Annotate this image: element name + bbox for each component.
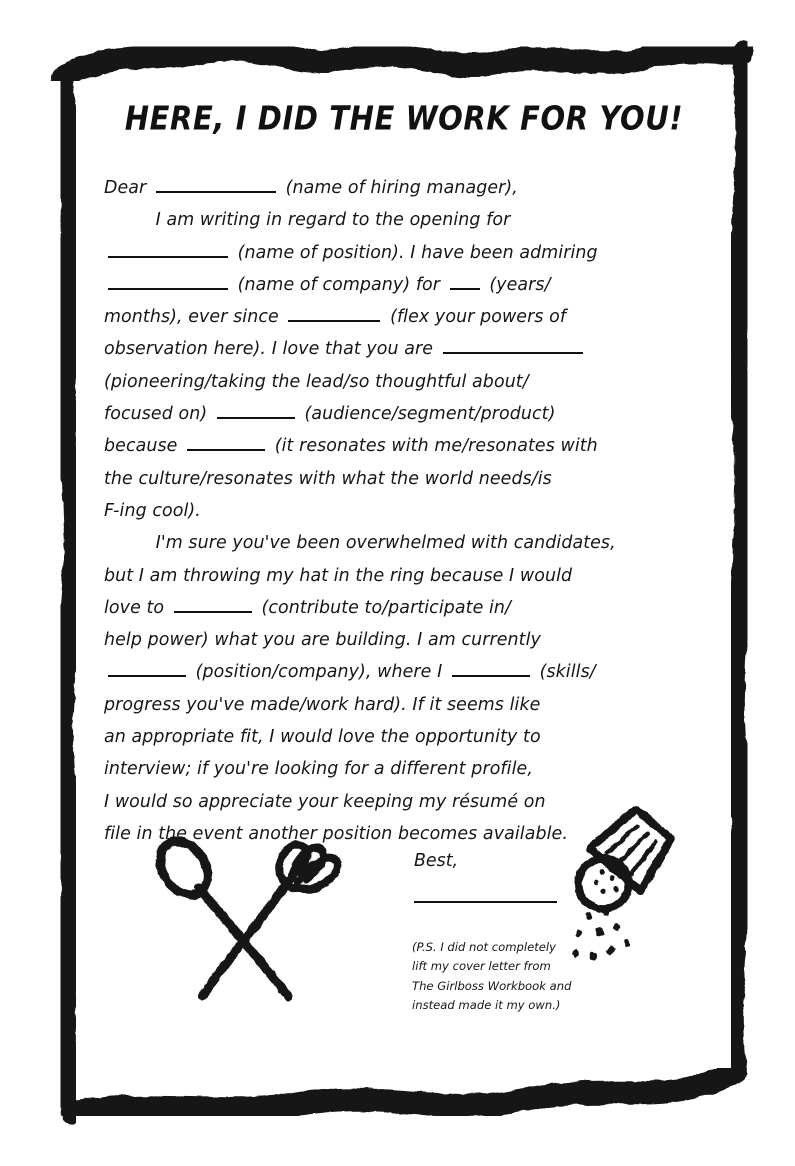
letter-line-17 [104,689,694,721]
salutation-hint: (name of hiring manager), [285,178,518,198]
current-position-blank[interactable] [108,659,186,677]
love-that-blank[interactable] [443,336,583,354]
line14-text-b: (contribute to/participate in/ [261,597,512,618]
closing-text: Best, [414,851,459,871]
letter-line-1 [104,172,694,204]
letter-line-7 [104,366,694,398]
letter-line-4 [104,269,694,301]
line12-text: I'm sure you've been overwhelmed with candidates, [155,533,616,554]
letter-line-10 [104,463,694,495]
line16-text-a: (position/company), where I [195,662,443,683]
postscript-note [412,938,642,1016]
line17-text: progress you've made/work hard). If it seems like [104,694,541,715]
line11-text: F-ing cool). [104,500,201,521]
line4-text-b: (years/ [489,274,551,295]
hiring-manager-blank[interactable] [156,175,276,193]
line20-text: I would so appreciate your keeping my résumé on [104,791,546,812]
ps-line-3 [412,977,642,996]
line9-text-b: (it resonates with me/resonates with [274,436,598,457]
letter-line-15 [104,624,694,656]
line15-text: help power) what you are building. I am currently [104,630,541,651]
line8-text-a: focused on) [104,404,208,425]
letter-line-18 [104,721,694,753]
line2-text: I am writing in regard to the opening for [155,210,511,231]
company-name-blank[interactable] [108,272,228,290]
line21-text: file in the event another position becomes available. [104,823,568,844]
line14-text-a: love to [104,597,165,618]
ps-line-1: (P.S. I did not completely [412,940,556,954]
salutation-text: Dear [104,178,147,198]
line7-text: (pioneering/taking the lead/so thoughtful about/ [104,371,529,392]
line18-text: an appropriate fit, I would love the opportunity to [104,727,541,748]
line10-text: the culture/resonates with what the world needs/is [104,468,552,489]
line13-text: but I am throwing my hat in the ring because I would [104,565,573,586]
line5-text-b: (flex your powers of [390,307,567,328]
crossed-spoon-fork-icon [146,826,356,1016]
line9-text-a: because [104,436,178,457]
letter-line-13 [104,560,694,592]
ps-line-3-tail: and [545,978,572,993]
line19-text: interview; if you're looking for a different profile, [104,759,533,780]
letter-line-2 [104,204,694,236]
book-title: The Girlboss Workbook [412,978,546,993]
line4-text-a: (name of company) for [237,274,441,295]
skills-blank[interactable] [452,659,530,677]
letter-line-12 [104,527,694,559]
page-title: HERE, I DID THE WORK FOR YOU! [124,99,684,138]
signature-blank[interactable] [414,901,557,903]
ever-since-blank[interactable] [288,304,380,322]
letter-line-14 [104,592,694,624]
letter-content [104,86,704,1046]
line5-text-a: months), ever since [104,307,279,328]
letter-line-8 [104,398,694,430]
audience-blank[interactable] [217,401,295,419]
letter-body [104,172,694,850]
love-to-blank[interactable] [174,595,252,613]
line8-text-b: (audience/segment/product) [304,404,556,425]
letter-line-19 [104,753,694,785]
letter-line-11 [104,495,694,527]
letter-line-5 [104,301,694,333]
letter-line-16 [104,656,694,688]
letter-line-3 [104,237,694,269]
because-blank[interactable] [187,433,265,451]
ps-line-2: lift my cover letter from [412,959,551,974]
position-name-blank[interactable] [108,240,228,258]
duration-blank[interactable] [450,272,480,290]
letter-line-9 [104,430,694,462]
line3-text: (name of position). I have been admiring [237,242,598,263]
letter-line-6 [104,333,694,365]
ps-line-4: instead made it my own.) [412,998,561,1013]
line6-text: observation here). I love that you are [104,339,434,360]
line16-text-b: (skills/ [539,662,596,683]
